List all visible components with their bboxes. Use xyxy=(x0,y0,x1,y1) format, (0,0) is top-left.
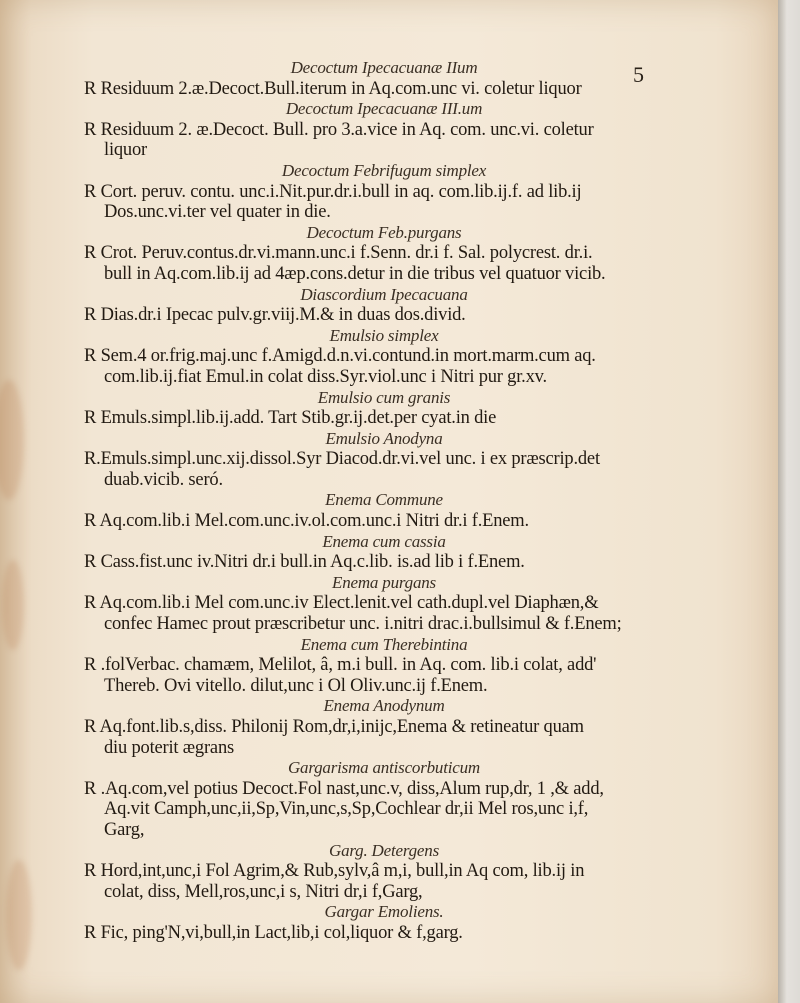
recipe-line: R Residuum 2. æ.Decoct. Bull. pro 3.a.vice in Aq. com. unc.vi. coletur xyxy=(84,119,594,140)
edge-stain xyxy=(6,860,32,970)
recipe-continuation: com.lib.ij.fiat Emul.in colat diss.Syr.viol.unc i Nitri pur gr.xv. xyxy=(104,366,547,387)
recipe-heading: Emulsio Anodyna xyxy=(325,428,443,448)
recipe-continuation: Thereb. Ovi vitello. dilut,unc i Ol Oliv.unc.ij f.Enem. xyxy=(104,675,488,696)
recipe-line: R .folVerbac. chamæm, Melilot, â, m.i bull. in Aq. com. lib.i colat, add' xyxy=(84,655,597,676)
recipe-heading: Decoctum Feb.purgans xyxy=(306,222,462,242)
recipe-heading: Emulsio cum granis xyxy=(317,387,451,407)
recipe-heading: Garg. Detergens xyxy=(329,840,439,860)
recipe-line: R .Aq.com,vel potius Decoct.Fol nast,unc.v, diss,Alum rup,dr, 1 ,& add, xyxy=(84,778,604,799)
recipe-line: R Sem.4 or.frig.maj.unc f.Amigd.d.n.vi.contund.in mort.marm.cum aq. xyxy=(84,346,596,367)
recipe-line: R Crot. Peruv.contus.dr.vi.mann.unc.i f.Senn. dr.i f. Sal. polycrest. dr.i. xyxy=(84,243,593,264)
next-page-edge xyxy=(778,0,800,1003)
recipe-line: R Hord,int,unc,i Fol Agrim,& Rub,sylv,â m,i, bull,in Aq com, lib.ij in xyxy=(84,861,585,882)
recipe-continuation: Dos.unc.vi.ter vel quater in die. xyxy=(104,202,331,223)
recipe-continuation: duab.vicib. seró. xyxy=(104,469,223,490)
page-number: 5 xyxy=(633,62,644,87)
recipe-heading: Gargar Emoliens. xyxy=(324,902,444,922)
recipe-line: R.Emuls.simpl.unc.xij.dissol.Syr Diacod.dr.vi.vel unc. i ex præscrip.det xyxy=(84,449,600,470)
text-column xyxy=(84,58,684,944)
recipe-heading: Gargarisma antiscorbuticum xyxy=(287,758,481,778)
recipe-heading: Enema Anodynum xyxy=(323,696,445,716)
recipe-line: R Aq.com.lib.i Mel com.unc.iv Elect.lenit.vel cath.dupl.vel Diaphæn,& xyxy=(84,593,599,614)
recipe-heading: Enema purgans xyxy=(332,572,436,592)
recipe-heading: Decoctum Ipecacuanæ IIum xyxy=(290,58,478,77)
recipe-line: R Dias.dr.i Ipecac pulv.gr.viij.M.& in duas dos.divid. xyxy=(84,305,466,326)
recipe-line: R Residuum 2.æ.Decoct.Bull.iterum in Aq.com.unc vi. coletur liquor xyxy=(84,78,582,99)
recipe-heading: Enema cum Therebintina xyxy=(300,634,468,654)
recipe-line: R Cass.fist.unc iv.Nitri dr.i bull.in Aq.c.lib. is.ad lib i f.Enem. xyxy=(84,552,525,573)
recipe-line: R Cort. peruv. contu. unc.i.Nit.pur.dr.i.bull in aq. com.lib.ij.f. ad lib.ij xyxy=(84,181,582,202)
recipe-continuation: Garg, xyxy=(104,819,145,840)
recipe-line: R Fic, ping'N,vi,bull,in Lact,lib,i col,liquor & f,garg. xyxy=(84,922,463,943)
recipe-heading: Diascordium Ipecacuana xyxy=(300,284,468,304)
recipe-line: R Aq.com.lib.i Mel.com.unc.iv.ol.com.unc.i Nitri dr.i f.Enem. xyxy=(84,511,529,532)
recipe-continuation: liquor xyxy=(104,140,147,161)
recipe-heading: Enema Commune xyxy=(325,490,443,510)
recipe-continuation: Aq.vit Camph,unc,ii,Sp,Vin,unc,s,Sp,Cochlear dr,ii Mel ros,unc i,f, xyxy=(104,799,589,820)
recipe-continuation: diu poterit ægrans xyxy=(104,737,234,758)
edge-stain xyxy=(0,380,24,500)
recipe-heading: Decoctum Febrifugum simplex xyxy=(281,160,487,180)
edge-stain xyxy=(2,560,24,650)
recipe-line: R Emuls.simpl.lib.ij.add. Tart Stib.gr.ij.det.per cyat.in die xyxy=(84,408,497,429)
recipe-heading: Decoctum Ipecacuanæ III.um xyxy=(285,99,483,119)
recipe-heading: Emulsio simplex xyxy=(329,325,439,345)
recipe-line: R Aq.font.lib.s,diss. Philonij Rom,dr,i,inijc,Enema & retineatur quam xyxy=(84,717,584,737)
recipe-continuation: colat, diss, Mell,ros,unc,i s, Nitri dr,i f,Garg, xyxy=(104,881,423,902)
recipe-heading: Enema cum cassia xyxy=(322,531,446,551)
recipe-continuation: bull in Aq.com.lib.ij ad 4æp.cons.detur in die tribus vel quatuor vicib. xyxy=(104,263,606,284)
recipe-continuation: confec Hamec prout præscribetur unc. i.nitri drac.i.bullsimul & f.Enem; xyxy=(104,614,622,635)
